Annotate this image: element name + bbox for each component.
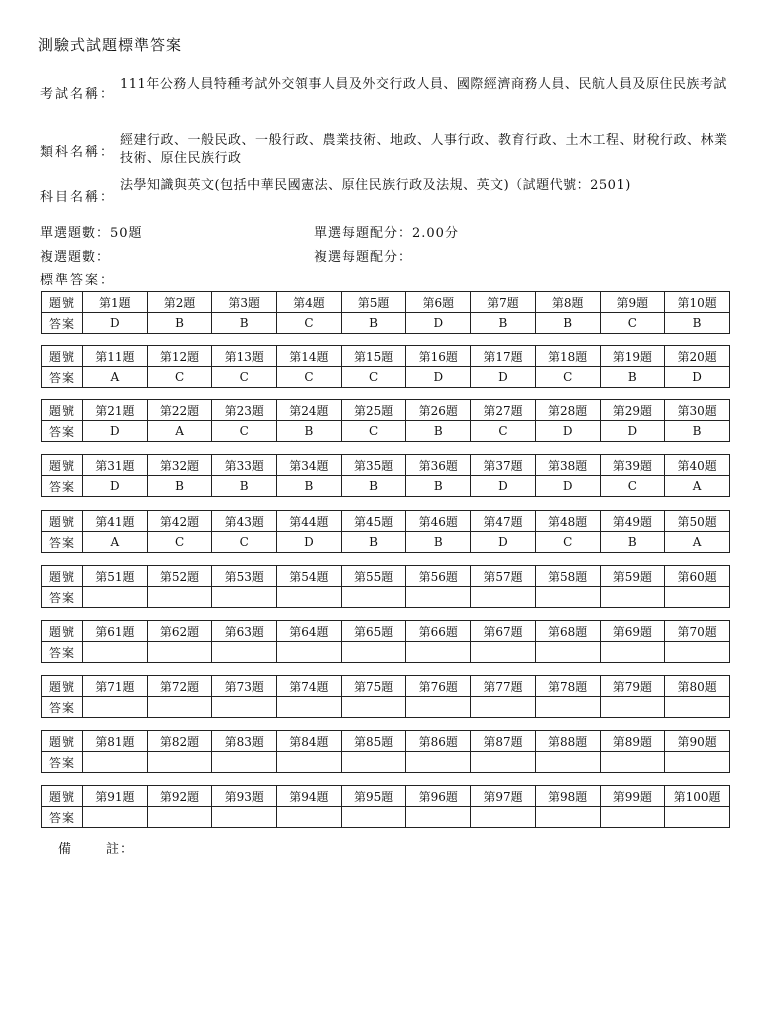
answer-cell: C: [147, 367, 212, 388]
question-number-cell: 第2題: [147, 292, 212, 313]
question-number-cell: 第9題: [600, 292, 665, 313]
question-number-cell: 第28題: [535, 400, 600, 421]
question-number-cell: 第64題: [277, 621, 342, 642]
answer-cell: [277, 697, 342, 718]
multi-choice-score: 複選每題配分：: [314, 250, 413, 265]
answer-cell: A: [83, 532, 148, 553]
question-number-cell: 第44題: [277, 511, 342, 532]
question-number-cell: 第59題: [600, 566, 665, 587]
answer-table-4: [41, 454, 730, 497]
question-number-header: 題號: [42, 455, 83, 476]
answer-cell: D: [83, 313, 148, 334]
answer-cell: [406, 752, 471, 773]
question-number-cell: 第50題: [665, 511, 730, 532]
answer-cell: D: [83, 476, 148, 497]
question-number-cell: 第47題: [471, 511, 536, 532]
question-number-cell: 第17題: [471, 346, 536, 367]
answer-cell: C: [471, 421, 536, 442]
answer-cell: B: [600, 367, 665, 388]
answer-cell: [665, 587, 730, 608]
question-number-cell: 第6題: [406, 292, 471, 313]
question-number-cell: 第89題: [600, 731, 665, 752]
question-number-cell: 第76題: [406, 676, 471, 697]
answer-cell: B: [147, 476, 212, 497]
answer-cell: C: [212, 421, 277, 442]
question-number-header: 題號: [42, 346, 83, 367]
question-number-cell: 第92題: [147, 786, 212, 807]
answer-cell: [147, 807, 212, 828]
question-number-cell: 第94題: [277, 786, 342, 807]
category-label: 類科名稱：: [40, 145, 116, 160]
question-number-cell: 第48題: [535, 511, 600, 532]
question-number-cell: 第13題: [212, 346, 277, 367]
question-number-cell: 第35題: [341, 455, 406, 476]
question-number-cell: 第8題: [535, 292, 600, 313]
answer-cell: [535, 587, 600, 608]
question-number-cell: 第43題: [212, 511, 277, 532]
answer-cell: D: [406, 313, 471, 334]
answer-cell: [147, 587, 212, 608]
subject-value: 法學知識與英文(包括中華民國憲法、原住民族行政及法規、英文)（試題代號：2501): [120, 178, 631, 193]
answer-cell: [277, 587, 342, 608]
remarks: [58, 838, 134, 857]
answer-cell: B: [665, 421, 730, 442]
question-number-cell: 第12題: [147, 346, 212, 367]
question-number-cell: 第52題: [147, 566, 212, 587]
question-number-row: [42, 511, 730, 532]
answer-cell: [147, 752, 212, 773]
answer-header: 答案: [42, 476, 83, 497]
question-number-cell: 第98題: [535, 786, 600, 807]
answer-cell: [406, 587, 471, 608]
answer-table-1: [41, 291, 730, 334]
answer-cell: [212, 752, 277, 773]
question-number-cell: 第46題: [406, 511, 471, 532]
question-number-cell: 第16題: [406, 346, 471, 367]
exam-name-value: 111年公務人員特種考試外交領事人員及外交行政人員、國際經濟商務人員、民航人員及原住民族考試: [120, 77, 727, 92]
question-number-cell: 第82題: [147, 731, 212, 752]
answer-cell: C: [600, 313, 665, 334]
question-number-cell: 第54題: [277, 566, 342, 587]
question-number-header: 題號: [42, 676, 83, 697]
question-number-cell: 第42題: [147, 511, 212, 532]
answer-cell: [341, 642, 406, 663]
question-number-cell: 第22題: [147, 400, 212, 421]
answer-header: 答案: [42, 752, 83, 773]
question-number-cell: 第27題: [471, 400, 536, 421]
question-number-cell: 第60題: [665, 566, 730, 587]
question-number-cell: 第99題: [600, 786, 665, 807]
answer-cell: C: [147, 532, 212, 553]
answer-header: 答案: [42, 642, 83, 663]
answer-cell: D: [406, 367, 471, 388]
answer-table-3: [41, 399, 730, 442]
answer-row: [42, 642, 730, 663]
answer-cell: [83, 807, 148, 828]
answer-cell: C: [535, 532, 600, 553]
question-number-cell: 第81題: [83, 731, 148, 752]
question-number-cell: 第14題: [277, 346, 342, 367]
answer-cell: [471, 807, 536, 828]
answer-cell: D: [600, 421, 665, 442]
answer-cell: C: [277, 367, 342, 388]
answer-cell: [83, 642, 148, 663]
answer-cell: [341, 807, 406, 828]
question-number-cell: 第68題: [535, 621, 600, 642]
answer-cell: [83, 587, 148, 608]
answer-cell: [535, 697, 600, 718]
question-number-cell: 第55題: [341, 566, 406, 587]
question-number-cell: 第97題: [471, 786, 536, 807]
question-number-cell: 第73題: [212, 676, 277, 697]
answer-cell: [277, 752, 342, 773]
answer-cell: B: [535, 313, 600, 334]
answer-cell: C: [600, 476, 665, 497]
question-number-cell: 第67題: [471, 621, 536, 642]
question-number-cell: 第34題: [277, 455, 342, 476]
question-number-cell: 第85題: [341, 731, 406, 752]
answer-cell: [600, 752, 665, 773]
question-number-row: [42, 676, 730, 697]
question-number-row: [42, 292, 730, 313]
question-number-cell: 第62題: [147, 621, 212, 642]
question-number-cell: 第79題: [600, 676, 665, 697]
question-number-cell: 第31題: [83, 455, 148, 476]
answer-cell: A: [147, 421, 212, 442]
question-number-cell: 第75題: [341, 676, 406, 697]
answer-cell: C: [341, 367, 406, 388]
answer-header: 答案: [42, 313, 83, 334]
question-number-cell: 第30題: [665, 400, 730, 421]
answer-cell: A: [665, 532, 730, 553]
answer-cell: C: [212, 367, 277, 388]
question-number-cell: 第77題: [471, 676, 536, 697]
question-number-cell: 第23題: [212, 400, 277, 421]
question-number-cell: 第24題: [277, 400, 342, 421]
answer-cell: [212, 807, 277, 828]
answer-cell: [535, 642, 600, 663]
answer-cell: A: [665, 476, 730, 497]
question-number-cell: 第41題: [83, 511, 148, 532]
remarks-label-a: 備: [58, 842, 73, 857]
answer-cell: D: [471, 367, 536, 388]
answer-cell: [83, 752, 148, 773]
question-number-cell: 第86題: [406, 731, 471, 752]
question-number-cell: 第56題: [406, 566, 471, 587]
answer-header: 答案: [42, 421, 83, 442]
question-number-cell: 第58題: [535, 566, 600, 587]
answer-cell: B: [212, 313, 277, 334]
answer-table-6: [41, 565, 730, 608]
question-number-cell: 第88題: [535, 731, 600, 752]
question-number-row: [42, 731, 730, 752]
answer-row: [42, 421, 730, 442]
answer-cell: [277, 642, 342, 663]
question-number-cell: 第72題: [147, 676, 212, 697]
question-number-cell: 第5題: [341, 292, 406, 313]
answer-cell: [471, 752, 536, 773]
answer-cell: [212, 587, 277, 608]
question-number-cell: 第33題: [212, 455, 277, 476]
question-number-cell: 第83題: [212, 731, 277, 752]
question-number-cell: 第21題: [83, 400, 148, 421]
question-number-cell: 第65題: [341, 621, 406, 642]
subject-label: 科目名稱：: [40, 190, 116, 205]
question-number-cell: 第90題: [665, 731, 730, 752]
question-number-cell: 第45題: [341, 511, 406, 532]
question-number-cell: 第80題: [665, 676, 730, 697]
question-number-cell: 第49題: [600, 511, 665, 532]
answer-header: 答案: [42, 587, 83, 608]
answer-cell: [406, 807, 471, 828]
question-number-row: [42, 400, 730, 421]
question-number-cell: 第70題: [665, 621, 730, 642]
answer-row: [42, 476, 730, 497]
answer-cell: [341, 587, 406, 608]
answer-cell: [665, 752, 730, 773]
question-number-cell: 第39題: [600, 455, 665, 476]
answer-cell: [600, 587, 665, 608]
answer-header: 答案: [42, 532, 83, 553]
answer-cell: [665, 807, 730, 828]
answer-cell: [471, 642, 536, 663]
answer-cell: [665, 697, 730, 718]
answer-cell: [212, 642, 277, 663]
question-number-cell: 第57題: [471, 566, 536, 587]
answer-table-2: [41, 345, 730, 388]
question-number-cell: 第26題: [406, 400, 471, 421]
answer-cell: [600, 807, 665, 828]
answer-cell: [212, 697, 277, 718]
answer-row: [42, 697, 730, 718]
question-number-cell: 第10題: [665, 292, 730, 313]
remarks-label-b: 註：: [106, 842, 135, 857]
question-number-cell: 第19題: [600, 346, 665, 367]
answer-cell: B: [471, 313, 536, 334]
answer-cell: [535, 752, 600, 773]
answer-cell: B: [212, 476, 277, 497]
question-number-cell: 第84題: [277, 731, 342, 752]
answer-cell: [406, 697, 471, 718]
question-number-header: 題號: [42, 566, 83, 587]
question-number-cell: 第96題: [406, 786, 471, 807]
answer-row: [42, 752, 730, 773]
question-number-cell: 第20題: [665, 346, 730, 367]
question-number-cell: 第87題: [471, 731, 536, 752]
answer-cell: B: [406, 476, 471, 497]
answer-cell: D: [665, 367, 730, 388]
answer-cell: B: [341, 476, 406, 497]
question-number-cell: 第95題: [341, 786, 406, 807]
answer-cell: [83, 697, 148, 718]
question-number-header: 題號: [42, 786, 83, 807]
answer-cell: A: [83, 367, 148, 388]
answer-cell: B: [341, 313, 406, 334]
answer-cell: B: [600, 532, 665, 553]
multi-choice-count: 複選題數：: [40, 250, 111, 265]
answer-cell: [277, 807, 342, 828]
answer-row: [42, 313, 730, 334]
question-number-cell: 第25題: [341, 400, 406, 421]
answer-cell: [471, 697, 536, 718]
question-number-cell: 第66題: [406, 621, 471, 642]
answer-cell: B: [406, 532, 471, 553]
question-number-header: 題號: [42, 400, 83, 421]
question-number-cell: 第15題: [341, 346, 406, 367]
question-number-cell: 第63題: [212, 621, 277, 642]
answer-table-7: [41, 620, 730, 663]
question-number-cell: 第3題: [212, 292, 277, 313]
answer-cell: C: [277, 313, 342, 334]
answer-cell: C: [341, 421, 406, 442]
question-number-cell: 第36題: [406, 455, 471, 476]
answer-cell: [406, 642, 471, 663]
question-number-cell: 第29題: [600, 400, 665, 421]
answer-cell: B: [147, 313, 212, 334]
answer-cell: [600, 697, 665, 718]
question-number-header: 題號: [42, 511, 83, 532]
question-number-header: 題號: [42, 731, 83, 752]
question-number-cell: 第91題: [83, 786, 148, 807]
question-number-row: [42, 621, 730, 642]
answer-cell: C: [535, 367, 600, 388]
question-number-cell: 第38題: [535, 455, 600, 476]
answer-cell: [535, 807, 600, 828]
answer-header: 答案: [42, 697, 83, 718]
question-number-cell: 第74題: [277, 676, 342, 697]
answer-cell: [471, 587, 536, 608]
answer-cell: B: [277, 476, 342, 497]
answer-row: [42, 587, 730, 608]
question-number-cell: 第32題: [147, 455, 212, 476]
answer-cell: B: [341, 532, 406, 553]
answer-cell: [147, 697, 212, 718]
answer-cell: [600, 642, 665, 663]
answer-cell: D: [471, 476, 536, 497]
answer-cell: [341, 752, 406, 773]
question-number-cell: 第18題: [535, 346, 600, 367]
question-number-cell: 第11題: [83, 346, 148, 367]
exam-name-label: 考試名稱：: [40, 87, 116, 102]
question-number-cell: 第69題: [600, 621, 665, 642]
question-number-cell: 第7題: [471, 292, 536, 313]
answer-table-10: [41, 785, 730, 828]
single-choice-score: 單選每題配分：2.00分: [314, 226, 459, 241]
question-number-cell: 第1題: [83, 292, 148, 313]
answer-cell: D: [471, 532, 536, 553]
question-number-row: [42, 786, 730, 807]
question-number-header: 題號: [42, 292, 83, 313]
question-number-cell: 第4題: [277, 292, 342, 313]
answer-cell: D: [277, 532, 342, 553]
category-value: 經建行政、一般民政、一般行政、農業技術、地政、人事行政、教育行政、土木工程、財稅行政、林業技術、原住民族行政: [120, 133, 728, 166]
answer-cell: D: [535, 476, 600, 497]
document-title: 測驗式試題標準答案: [38, 36, 183, 54]
answers-label: 標準答案：: [40, 273, 116, 288]
answer-cell: D: [535, 421, 600, 442]
answer-cell: D: [83, 421, 148, 442]
answer-table-5: [41, 510, 730, 553]
answer-cell: B: [665, 313, 730, 334]
answer-table-9: [41, 730, 730, 773]
question-number-cell: 第40題: [665, 455, 730, 476]
question-number-row: [42, 566, 730, 587]
answer-cell: C: [212, 532, 277, 553]
question-number-cell: 第78題: [535, 676, 600, 697]
answer-row: [42, 807, 730, 828]
answer-row: [42, 532, 730, 553]
answer-header: 答案: [42, 807, 83, 828]
question-number-cell: 第51題: [83, 566, 148, 587]
answer-header: 答案: [42, 367, 83, 388]
question-number-cell: 第100題: [665, 786, 730, 807]
question-number-row: [42, 346, 730, 367]
answer-cell: [341, 697, 406, 718]
question-number-cell: 第37題: [471, 455, 536, 476]
question-number-row: [42, 455, 730, 476]
question-number-cell: 第53題: [212, 566, 277, 587]
question-number-cell: 第71題: [83, 676, 148, 697]
answer-table-8: [41, 675, 730, 718]
answer-cell: [665, 642, 730, 663]
single-choice-count: 單選題數：50題: [40, 226, 143, 241]
answer-cell: B: [277, 421, 342, 442]
answer-row: [42, 367, 730, 388]
question-number-header: 題號: [42, 621, 83, 642]
question-number-cell: 第93題: [212, 786, 277, 807]
answer-cell: B: [406, 421, 471, 442]
answer-cell: [147, 642, 212, 663]
question-number-cell: 第61題: [83, 621, 148, 642]
